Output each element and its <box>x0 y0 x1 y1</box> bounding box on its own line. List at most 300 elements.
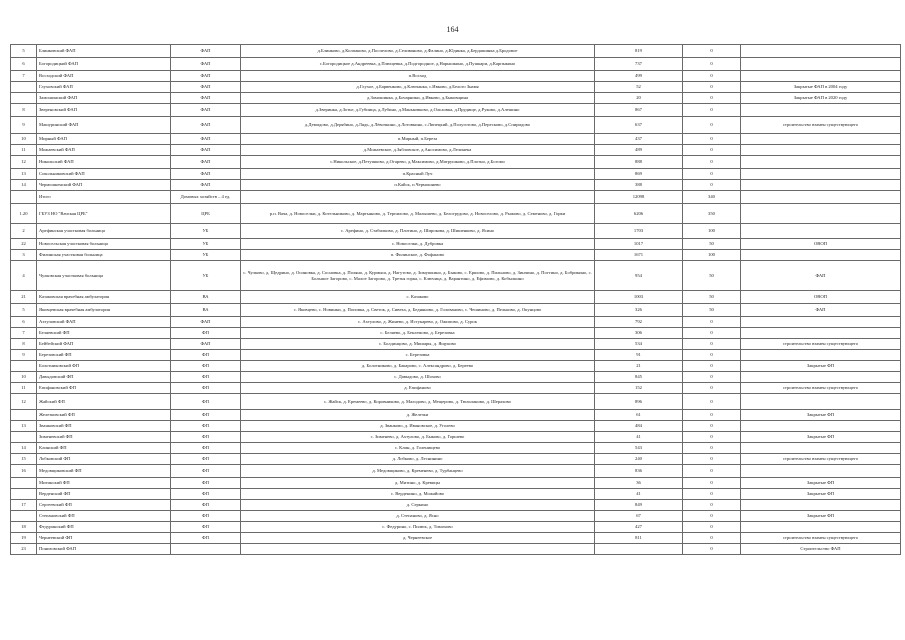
facility-name: Яковцевская врачебная амбулатория <box>37 304 171 317</box>
row-number: 16 <box>11 465 37 478</box>
served-settlements: п.Восход <box>241 71 595 82</box>
note <box>741 500 901 511</box>
facility-type: ФП <box>171 465 241 478</box>
note: Закрытые ФАП в 2020 году <box>741 93 901 104</box>
table-row <box>11 489 901 500</box>
population: 484 <box>595 421 683 432</box>
table-row <box>11 544 901 555</box>
capacity: 340 <box>683 191 741 204</box>
served-settlements: п.Мирный, п.Береза <box>241 134 595 145</box>
facility-name: Сергеевский ФП <box>37 500 171 511</box>
facility-type: ФП <box>171 361 241 372</box>
capacity: 50 <box>683 291 741 304</box>
facility-type: ЦРБ <box>171 204 241 224</box>
facility-name: Березовский ФП <box>37 350 171 361</box>
served-settlements: д. Званково, д. Ивановское, д. Уголево <box>241 421 595 432</box>
population: 637 <box>595 117 683 134</box>
table-row <box>11 304 901 317</box>
population: 954 <box>595 261 683 291</box>
note: Закрытые ФП <box>741 361 901 372</box>
capacity: 0 <box>683 522 741 533</box>
facilities-table <box>10 44 901 555</box>
population: 896 <box>595 394 683 410</box>
facility-type: ФАП <box>171 45 241 58</box>
facility-name: Зименевский ФП <box>37 432 171 443</box>
capacity: 0 <box>683 145 741 156</box>
facility-type: ФП <box>171 328 241 339</box>
facility-name: Богородицкий ФАП <box>37 58 171 71</box>
table-row <box>11 372 901 383</box>
row-number: 3 <box>11 250 37 261</box>
served-settlements <box>241 544 595 555</box>
facility-name: Чернеевский ФП <box>37 533 171 544</box>
note: Закрытые ФП <box>741 489 901 500</box>
capacity: 0 <box>683 544 741 555</box>
note <box>741 169 901 180</box>
row-number: 2 <box>11 224 37 239</box>
facility-name: Восходский ФАП <box>37 71 171 82</box>
facility-type: ФАП <box>171 169 241 180</box>
facility-name: Чермошненский ФАП <box>37 180 171 191</box>
table-row <box>11 454 901 465</box>
facility-name: Казаковская врачебная амбулатория <box>37 291 171 304</box>
served-settlements: с. Яковцево, с. Новинки, д. Поповка, д. Светок, д. Сивеха, д. Бедняново, д. Голованово, с. Чешиново, д. Пельково, д. Окунцово <box>241 304 595 317</box>
facility-name: Болотниковский ФП <box>37 361 171 372</box>
population: 152 <box>595 383 683 394</box>
facility-name: Бейбейский ФАП <box>37 339 171 350</box>
population: 543 <box>595 443 683 454</box>
facility-name: Машуринский ФАП <box>37 117 171 134</box>
population: 21 <box>595 361 683 372</box>
table-row <box>11 204 901 224</box>
capacity: 0 <box>683 339 741 350</box>
served-settlements: д. Медовщиково, д. Кременево, д. Турбанцево <box>241 465 595 478</box>
population: 6206 <box>595 204 683 224</box>
row-number: 13 <box>11 169 37 180</box>
capacity: 350 <box>683 204 741 224</box>
population: 1017 <box>595 239 683 250</box>
capacity: 50 <box>683 239 741 250</box>
row-number: 11 <box>11 145 37 156</box>
note: Закрытые ФП <box>741 511 901 522</box>
capacity: 0 <box>683 454 741 465</box>
row-number: 19 <box>11 533 37 544</box>
table-row <box>11 361 901 372</box>
note <box>741 394 901 410</box>
table-row <box>11 45 901 58</box>
capacity: 0 <box>683 317 741 328</box>
served-settlements: с. Давыдово, д. Шохово <box>241 372 595 383</box>
note: Строительство ФАП <box>741 544 901 555</box>
served-settlements: д. Болотниково, д. Бакарово, с. Александрово, д. Береево <box>241 361 595 372</box>
note: ФАП <box>741 261 901 291</box>
row-number: 5 <box>11 304 37 317</box>
table-row <box>11 169 901 180</box>
population: 888 <box>595 156 683 169</box>
population: 36 <box>595 478 683 489</box>
served-settlements: д. Митино, д. Кревицы <box>241 478 595 489</box>
note <box>741 465 901 478</box>
facility-name: Новосельская участковая больница <box>37 239 171 250</box>
capacity: 0 <box>683 58 741 71</box>
note <box>741 134 901 145</box>
facility-name: Давыдовский ФП <box>37 372 171 383</box>
row-number <box>11 511 37 522</box>
table-row <box>11 410 901 421</box>
row-number: 21 <box>11 291 37 304</box>
table-row <box>11 291 901 304</box>
capacity: 100 <box>683 250 741 261</box>
table-row <box>11 443 901 454</box>
row-number <box>11 93 37 104</box>
capacity: 0 <box>683 169 741 180</box>
facility-type: ФАП <box>171 134 241 145</box>
served-settlements: д.Зверинка, д.Зотье, д.Губиица, д.Лубино, д.Маньковково, д.Ольховка, д.Прудище, д.Руково, д.Алешино <box>241 104 595 117</box>
table-row <box>11 339 901 350</box>
note <box>741 317 901 328</box>
row-number: 9 <box>11 117 37 134</box>
capacity: 0 <box>683 511 741 522</box>
facility-type: ФАП <box>171 145 241 156</box>
facility-type: ФАП <box>171 117 241 134</box>
row-number: 17 <box>11 500 37 511</box>
capacity: 0 <box>683 478 741 489</box>
table-row <box>11 156 901 169</box>
facility-type: ФП <box>171 394 241 410</box>
population: 306 <box>595 328 683 339</box>
facility-name: Арефинская участковая больница <box>37 224 171 239</box>
population: 1703 <box>595 224 683 239</box>
note <box>741 191 901 204</box>
row-number: 22 <box>11 239 37 250</box>
population: 240 <box>595 454 683 465</box>
capacity: 0 <box>683 328 741 339</box>
facility-name: Федуринский ФП <box>37 522 171 533</box>
note: Закрытые ФАП в 2004 году <box>741 82 901 93</box>
table-row <box>11 82 901 93</box>
table-row <box>11 224 901 239</box>
population: 91 <box>595 350 683 361</box>
population: 388 <box>595 180 683 191</box>
served-settlements: п. Филинское, д. Фофаново <box>241 250 595 261</box>
population: 41 <box>595 432 683 443</box>
served-settlements: д. Степаново, д. Ясно <box>241 511 595 522</box>
table-body <box>11 45 901 555</box>
facility-name: Глуховский ФАП <box>37 82 171 93</box>
capacity: 0 <box>683 82 741 93</box>
capacity: 0 <box>683 465 741 478</box>
row-number: 8 <box>11 339 37 350</box>
served-settlements: с. Зименево, д. Ахтулово, д. Быково, д. Горшево <box>241 432 595 443</box>
row-number: 6 <box>11 58 37 71</box>
served-settlements: с. Жайск, д. Еремеево, д. Коровниково, д. Малодово, д. Мещерово, д. Тюльпаново, д. Шерахово <box>241 394 595 410</box>
population: 1671 <box>595 250 683 261</box>
table-row <box>11 191 901 204</box>
population: 737 <box>595 58 683 71</box>
row-number: 6 <box>11 317 37 328</box>
table-row <box>11 93 901 104</box>
capacity: 0 <box>683 156 741 169</box>
facility-type: УБ <box>171 224 241 239</box>
row-number: 5 <box>11 45 37 58</box>
capacity: 0 <box>683 533 741 544</box>
facility-type: ФАП <box>171 317 241 328</box>
note: строительство взамен существующего <box>741 383 901 394</box>
row-number <box>11 191 37 204</box>
facility-name: Железковский ФП <box>37 410 171 421</box>
capacity: 0 <box>683 383 741 394</box>
note: ОВОП <box>741 291 901 304</box>
table-row <box>11 350 901 361</box>
row-number: 7 <box>11 328 37 339</box>
served-settlements: с. Верденино, д. Можайово <box>241 489 595 500</box>
row-number <box>11 361 37 372</box>
facility-name: Степановский ФП <box>37 511 171 522</box>
note <box>741 145 901 156</box>
facility-type: ФП <box>171 383 241 394</box>
population: 867 <box>595 104 683 117</box>
page-number: 164 <box>446 25 459 34</box>
row-number: 7 <box>11 71 37 82</box>
table-row <box>11 71 901 82</box>
facility-type: ФП <box>171 489 241 500</box>
note <box>741 250 901 261</box>
facility-type: ФАП <box>171 58 241 71</box>
capacity: 50 <box>683 261 741 291</box>
facility-name: Можаевский ФАП <box>37 145 171 156</box>
capacity: 0 <box>683 421 741 432</box>
facility-type: ФП <box>171 350 241 361</box>
capacity: 0 <box>683 432 741 443</box>
facility-name: Верденский ФП <box>37 489 171 500</box>
served-settlements: р.п. Вача, д. Новоселки, д. Котельниково, д. Мартьяново, д. Терпилово, д. Малышево, д. Белогрудово, д. Новоселово, д. Рыжово, д. Семеново, д. Горки <box>241 204 595 224</box>
population: 61 <box>595 410 683 421</box>
capacity: 0 <box>683 180 741 191</box>
row-number: 4 <box>11 261 37 291</box>
table-row <box>11 134 901 145</box>
population: 67 <box>595 511 683 522</box>
facility-type <box>171 544 241 555</box>
row-number: 14 <box>11 180 37 191</box>
population: 792 <box>595 317 683 328</box>
capacity: 0 <box>683 93 741 104</box>
facility-type: Домовых хозяйств – 4 ед. <box>171 191 241 204</box>
capacity: 0 <box>683 394 741 410</box>
capacity: 0 <box>683 489 741 500</box>
row-number: 10 <box>11 134 37 145</box>
note <box>741 328 901 339</box>
facility-type: ФАП <box>171 180 241 191</box>
facility-name: Блинковский ФАП <box>37 45 171 58</box>
table-row <box>11 58 901 71</box>
capacity: 0 <box>683 117 741 134</box>
facility-name: Мирный ФАП <box>37 134 171 145</box>
note: строительство взамен существующего <box>741 533 901 544</box>
capacity: 0 <box>683 361 741 372</box>
table-row <box>11 511 901 522</box>
served-settlements: д.Глухое, д.Барвенково, д.Ключанка, с.Ивково, д.Белого Знамя <box>241 82 595 93</box>
served-settlements: с. Клин, д. Голенищево <box>241 443 595 454</box>
table-row <box>11 421 901 432</box>
served-settlements: д. Лобково, д. Леснинино <box>241 454 595 465</box>
facility-name: Ахтуловский ФАП <box>37 317 171 328</box>
row-number <box>11 410 37 421</box>
note: строительство взамен существующего <box>741 454 901 465</box>
capacity: 0 <box>683 134 741 145</box>
population: 326 <box>595 304 683 317</box>
capacity: 0 <box>683 372 741 383</box>
population: 845 <box>595 372 683 383</box>
capacity: 0 <box>683 104 741 117</box>
facility-type: ФП <box>171 443 241 454</box>
facility-type: УБ <box>171 261 241 291</box>
population <box>595 544 683 555</box>
served-settlements: д. Железки <box>241 410 595 421</box>
facility-type: ФП <box>171 522 241 533</box>
population: 534 <box>595 339 683 350</box>
served-settlements: д.Блинково, д.Колпаково, д.Поспелово, д.Селиваново, д.Фалино, д.Юдинка, д.Бердашинка д.Бродовое <box>241 45 595 58</box>
table-row <box>11 117 901 134</box>
population: 836 <box>595 465 683 478</box>
population: 52 <box>595 82 683 93</box>
table-row <box>11 317 901 328</box>
row-number <box>11 478 37 489</box>
note <box>741 372 901 383</box>
served-settlements: с.Богородицкое д.Андреевка, д.Плющевка, д.Подгородное, д.Нарышкино, д.Пушкари, д.Карпыкино <box>241 58 595 71</box>
facility-type: ФАП <box>171 156 241 169</box>
capacity: 0 <box>683 71 741 82</box>
population: 437 <box>595 134 683 145</box>
facility-name: Звереновский ФАП <box>37 104 171 117</box>
facility-type: ФАП <box>171 104 241 117</box>
capacity: 0 <box>683 500 741 511</box>
row-number <box>11 489 37 500</box>
note <box>741 58 901 71</box>
served-settlements: п.Кайск, п.Чермошнево <box>241 180 595 191</box>
row-number: 23 <box>11 544 37 555</box>
facility-name: Медовщиковский ФП <box>37 465 171 478</box>
table-row <box>11 522 901 533</box>
population: 489 <box>595 145 683 156</box>
facility-name: Жайский ФП <box>37 394 171 410</box>
population: 12098 <box>595 191 683 204</box>
population: 427 <box>595 522 683 533</box>
note <box>741 522 901 533</box>
note <box>741 224 901 239</box>
population: 499 <box>595 71 683 82</box>
note: Закрытые ФП <box>741 410 901 421</box>
facility-type: ФП <box>171 533 241 544</box>
served-settlements: с.Никольское, д.Петушково, д.Огарево, д.Максимово, д.Матрушково, д.Плотно, д.Богомо <box>241 156 595 169</box>
capacity: 50 <box>683 304 741 317</box>
note <box>741 204 901 224</box>
facility-type: ФАП <box>171 82 241 93</box>
note: Закрытые ФП <box>741 478 901 489</box>
note <box>741 180 901 191</box>
table-row <box>11 394 901 410</box>
population: 20 <box>595 93 683 104</box>
facility-type: ВА <box>171 291 241 304</box>
row-number: 10 <box>11 372 37 383</box>
facility-name: Филинская участковая больница <box>37 250 171 261</box>
table-row <box>11 478 901 489</box>
population: 41 <box>595 489 683 500</box>
row-number: 12 <box>11 394 37 410</box>
served-settlements: п.Красный Луч <box>241 169 595 180</box>
table-row <box>11 465 901 478</box>
served-settlements: с. Болдинцово, д. Мишары, д. Ящуково <box>241 339 595 350</box>
served-settlements: с. Беляево, д. Беклемово, д. Березовка <box>241 328 595 339</box>
row-number: 1.20 <box>11 204 37 224</box>
table-row <box>11 432 901 443</box>
facility-name: ГБУЗ НО "Вачская ЦРБ" <box>37 204 171 224</box>
table-row <box>11 261 901 291</box>
facility-name: Никольский ФАП <box>37 156 171 169</box>
facility-type: УБ <box>171 250 241 261</box>
served-settlements: д.Замошинка, д.Бочарники, д.Ивково, д.Быковщина <box>241 93 595 104</box>
capacity: 0 <box>683 443 741 454</box>
row-number: 12 <box>11 156 37 169</box>
table-row <box>11 239 901 250</box>
facility-type: ФП <box>171 511 241 522</box>
capacity: 100 <box>683 224 741 239</box>
population: 869 <box>595 169 683 180</box>
facility-type: ВА <box>171 304 241 317</box>
table-row <box>11 500 901 511</box>
served-settlements: д. Чернеевское <box>241 533 595 544</box>
note: ОВОП <box>741 239 901 250</box>
facility-type: ФП <box>171 500 241 511</box>
row-number: 11 <box>11 383 37 394</box>
served-settlements: с. Ахтулово, д. Жинево, д. Истукарево, д. Ожипово, д. Сурок <box>241 317 595 328</box>
served-settlements: с. Арефино, д. Стабилково, д. Плотино, д. Широкова, д. Шишенково, д. Ясино <box>241 224 595 239</box>
note <box>741 45 901 58</box>
served-settlements: с. Березовка <box>241 350 595 361</box>
facility-name: Лобковский ФП <box>37 454 171 465</box>
row-number: 13 <box>11 421 37 432</box>
table-row <box>11 180 901 191</box>
population: 811 <box>595 533 683 544</box>
served-settlements: д.Можаевское, д.Зябловское, д.Аносимово, д.Лелинека <box>241 145 595 156</box>
facility-type: ФАП <box>171 93 241 104</box>
note: ФАП <box>741 304 901 317</box>
note <box>741 156 901 169</box>
facility-name: Епифановский ФП <box>37 383 171 394</box>
facility-name: Беляевский ФП <box>37 328 171 339</box>
population: 849 <box>595 500 683 511</box>
served-settlements <box>241 191 595 204</box>
served-settlements: с. Чулково, д. Щедрино, д. Осиновка, д. Сосновка, д. Поляно, д. Курмыш, д. Нагутово, д. Зимушкино, д. Быково, с. Ершово, д. Пильново, д. Зинчино, д. Погтино, д. Бобрикино, с. Большое Загорово, с. Малое Загорово, д. Третья горка, с. Ключица, д. Варантино, д. Ефимово, д. Кобылкино <box>241 261 595 291</box>
population: 1003 <box>595 291 683 304</box>
note <box>741 71 901 82</box>
facility-type: ФАП <box>171 339 241 350</box>
row-number <box>11 82 37 93</box>
facility-name: Званковский ФП <box>37 421 171 432</box>
row-number <box>11 432 37 443</box>
facility-type: ФП <box>171 421 241 432</box>
table-row <box>11 533 901 544</box>
table-row <box>11 383 901 394</box>
served-settlements: с. Новоселки, д. Дубровка <box>241 239 595 250</box>
row-number: 9 <box>11 350 37 361</box>
table-row <box>11 145 901 156</box>
table-row <box>11 104 901 117</box>
row-number: 8 <box>11 104 37 117</box>
population: 819 <box>595 45 683 58</box>
facility-type: ФП <box>171 454 241 465</box>
facility-name: Митинский ФП <box>37 478 171 489</box>
note <box>741 421 901 432</box>
